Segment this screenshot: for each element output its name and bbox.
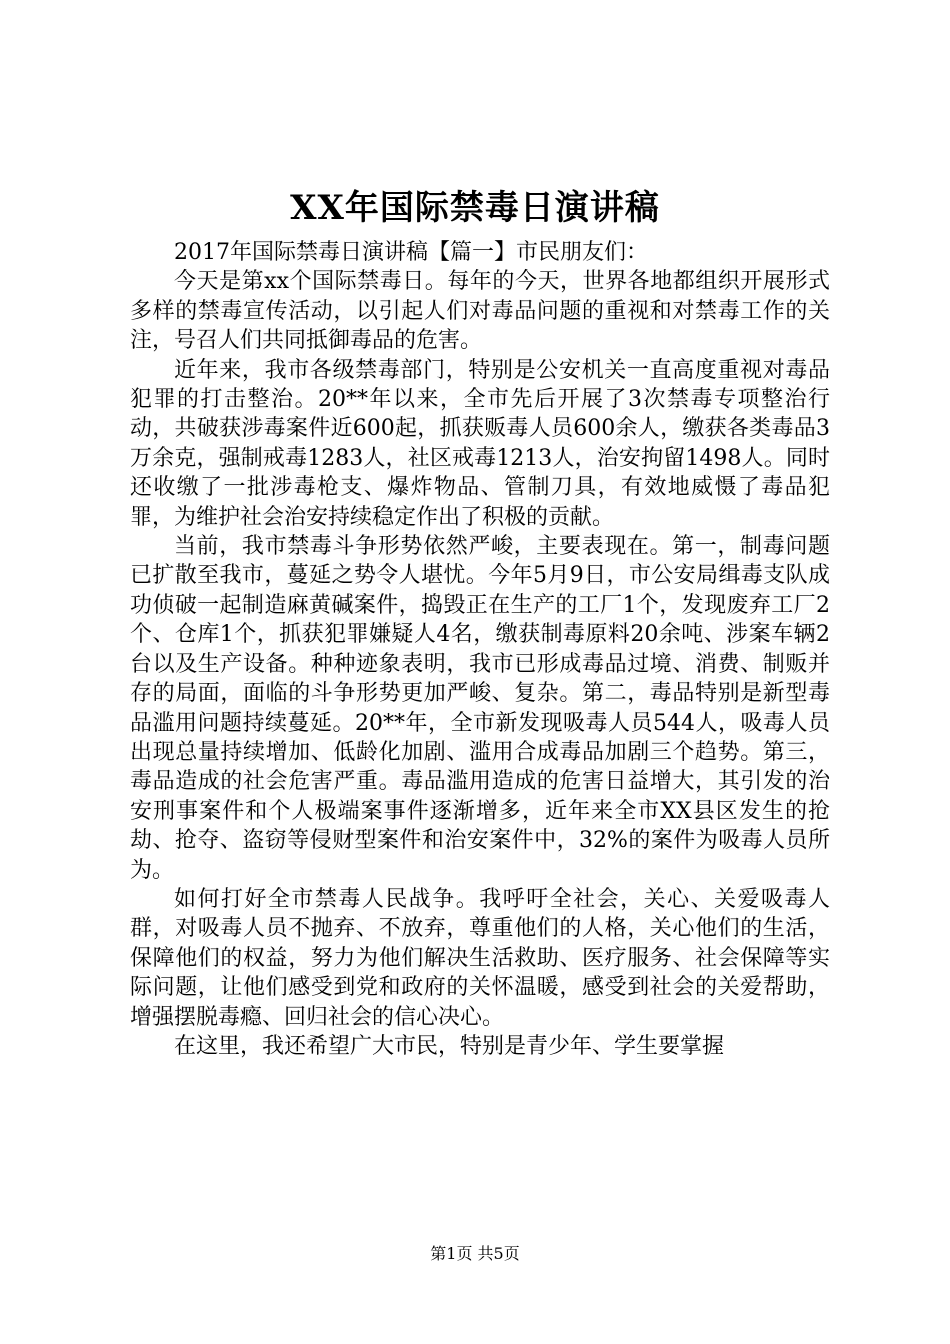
paragraph-4: 如何打好全市禁毒人民战争。我呼吁全社会，关心、关爱吸毒人群，对吸毒人员不抛弃、不放弃，尊重他们的人格，关心他们的生活，保障他们的权益，努力为他们解决生活救助、医疗服务、社会保障等实际问题，让他们感受到党和政府的关怀温暖，感受到社会的关爱帮助，增强摆脱毒瘾、回归社会的信心决心。 (130, 886, 830, 1030)
paragraph-5: 在这里，我还希望广大市民，特别是青少年、学生要掌握 (174, 1033, 725, 1059)
paragraph-1: 今天是第xx个国际禁毒日。每年的今天，世界各地都组织开展形式多样的禁毒宣传活动，以引起人们对毒品问题的重视和对禁毒工作的关注，号召人们共同抵御毒品的危害。 (130, 269, 830, 354)
page-number: 第1页 共5页 (430, 1244, 520, 1263)
paragraph-intro: 2017年国际禁毒日演讲稿【篇一】市民朋友们： (174, 240, 648, 265)
page-footer (0, 1243, 950, 1265)
paragraph-3: 当前，我市禁毒斗争形势依然严峻，主要表现在。第一，制毒问题已扩散至我市，蔓延之势令人堪忧。今年5月9日，市公安局缉毒支队成功侦破一起制造麻黄碱案件，捣毁正在生产的工厂1个，发现废弃工厂2个、仓库1个，抓获犯罪嫌疑人4名，缴获制毒原料20余吨、涉案车辆2台以及生产设备。种种迹象表明，我市已形成毒品过境、消费、制贩并存的局面，面临的斗争形势更加严峻、复杂。第二，毒品特别是新型毒品滥用问题持续蔓延。20**年，全市新发现吸毒人员544人，吸毒人员出现总量持续增加、低龄化加剧、滥用合成毒品加剧三个趋势。第三，毒品造成的社会危害严重。毒品滥用造成的危害日益增大，其引发的治安刑事案件和个人极端案事件逐渐增多，近年来全市XX县区发生的抢劫、抢夺、盗窃等侵财型案件和治安案件中，32%的案件为吸毒人员所为。 (130, 534, 830, 883)
paragraph-2: 近年来，我市各级禁毒部门，特别是公安机关一直高度重视对毒品犯罪的打击整治。20**年以来，全市先后开展了3次禁毒专项整治行动，共破获涉毒案件近600起，抓获贩毒人员600余人，缴获各类毒品3万余克，强制戒毒1283人，社区戒毒1213人，治安拘留1498人。同时还收缴了一批涉毒枪支、爆炸物品、管制刀具，有效地威慑了毒品犯罪，为维护社会治安持续稳定作出了积极的贡献。 (130, 357, 830, 530)
document-body (130, 238, 830, 1061)
document-title: XX年国际禁毒日演讲稿 (290, 188, 660, 228)
